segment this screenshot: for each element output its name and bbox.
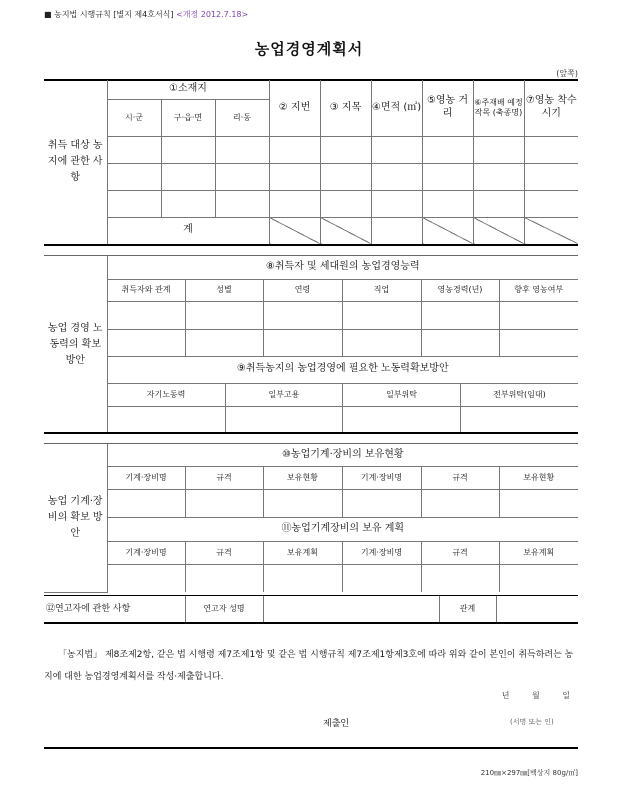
section-divider	[44, 622, 578, 624]
self-labor-header: 자기노동력	[108, 384, 226, 407]
future-farming-header: 향후 영농여부	[499, 279, 578, 301]
owned-status-header: 보유현황	[499, 466, 578, 489]
lot-number-header: ② 지번	[269, 80, 320, 136]
equipment-table	[44, 444, 578, 593]
full-consign-header: 전부위탁(임대)	[460, 384, 578, 407]
owned-status-header: 보유현황	[263, 466, 342, 489]
farming-ability-header: ⑧취득자 및 세대원의 농업경영능력	[107, 256, 578, 279]
relative-section-label: ⑫연고자에 관한 사항	[44, 596, 185, 622]
equipment-name-header: 기계·장비명	[342, 466, 421, 489]
age-header: 연령	[263, 279, 342, 301]
location-header: ①소재지	[107, 80, 269, 99]
spec-header: 규격	[421, 541, 499, 564]
gender-header: 성별	[185, 279, 263, 301]
declaration-text: 「농지법」 제8조제2항, 같은 법 시행령 제7조제1항 및 같은 법 시행규칙 제7조제1항제3호에 따라 위와 같이 본인이 취득하려는 농지에 대한 농업경영계획서를 작성·제출합니다.	[44, 650, 574, 682]
relative-name-input[interactable]	[263, 596, 439, 622]
section-divider	[44, 244, 578, 246]
area-header: ④면적 (㎡)	[371, 80, 422, 136]
ownership-plan-header: 보유계획	[499, 541, 578, 564]
ownership-plan-header: 보유계획	[263, 541, 342, 564]
farming-distance-header: ⑤영농 거리	[422, 80, 473, 136]
district-town-header: 구·읍·면	[161, 99, 215, 136]
labor-table	[44, 256, 578, 434]
farmland-section-label: 취득 대상 농지에 관한 사항	[44, 80, 107, 245]
equipment-name-header: 기계·장비명	[107, 541, 185, 564]
paper-spec: 210㎜×297㎜[백상지 80g/㎡]	[480, 769, 578, 777]
declaration-statement	[44, 644, 578, 688]
crop-header: ⑥주재배 예정 작목 (축종명)	[473, 80, 524, 136]
farming-start-header: ⑦영농 착수시기	[524, 80, 578, 136]
partial-hire-header: 일부고용	[225, 384, 343, 407]
spec-header: 규격	[421, 466, 499, 489]
revision-date: <개정 2012.7.18>	[176, 10, 249, 19]
total-row	[44, 217, 578, 244]
table-row	[44, 564, 578, 592]
farming-experience-header: 영농경력(년)	[421, 279, 499, 301]
page-side-label: (앞쪽)	[556, 69, 578, 78]
equipment-name-header: 기계·장비명	[107, 466, 185, 489]
form-reference-header	[44, 9, 248, 20]
land-category-header: ③ 지목	[320, 80, 371, 136]
spec-header: 규격	[185, 541, 263, 564]
submitter-label: 제출인	[323, 719, 350, 729]
page-title: 농업경영계획서	[254, 40, 364, 58]
total-area-cell[interactable]	[371, 217, 422, 244]
table-row	[44, 190, 578, 217]
signature-field[interactable]: (서명 또는 인)	[510, 718, 554, 726]
table-row	[44, 136, 578, 163]
table-row	[44, 301, 578, 329]
farmland-table	[44, 80, 578, 245]
village-header: 리·동	[215, 99, 269, 136]
spec-header: 규격	[185, 466, 263, 489]
relative-name-label: 연고자 성명	[185, 596, 263, 622]
labor-methods-table	[108, 384, 579, 434]
form-reference: ■ 농지법 시행규칙 [별지 제4호서식]	[44, 10, 174, 19]
partial-consign-header: 일부위탁	[343, 384, 461, 407]
relation-header: 취득자와 관계	[107, 279, 185, 301]
labor-section-label: 농업 경영 노동력의 확보 방안	[44, 256, 107, 434]
table-row	[44, 329, 578, 356]
equipment-name-header: 기계·장비명	[342, 541, 421, 564]
relation-table	[44, 596, 578, 622]
occupation-header: 직업	[342, 279, 421, 301]
equipment-section-label: 농업 기계·장비의 확보 방안	[44, 444, 107, 592]
relationship-input[interactable]	[496, 596, 578, 622]
table-row	[44, 489, 578, 517]
section-divider	[44, 432, 578, 434]
equipment-plan-header: ⑪농업기계장비의 보유 계획	[107, 517, 578, 541]
total-label: 계	[107, 217, 269, 244]
city-county-header: 시·군	[107, 99, 161, 136]
labor-plan-header: ⑨취득농지의 농업경영에 필요한 노동력확보방안	[107, 356, 578, 383]
date-line[interactable]: 년 월 일	[501, 691, 570, 700]
relationship-label: 관계	[439, 596, 496, 622]
table-row	[44, 163, 578, 190]
owned-equipment-header: ⑩농업기계·장비의 보유현황	[107, 444, 578, 466]
bottom-divider	[44, 747, 578, 749]
